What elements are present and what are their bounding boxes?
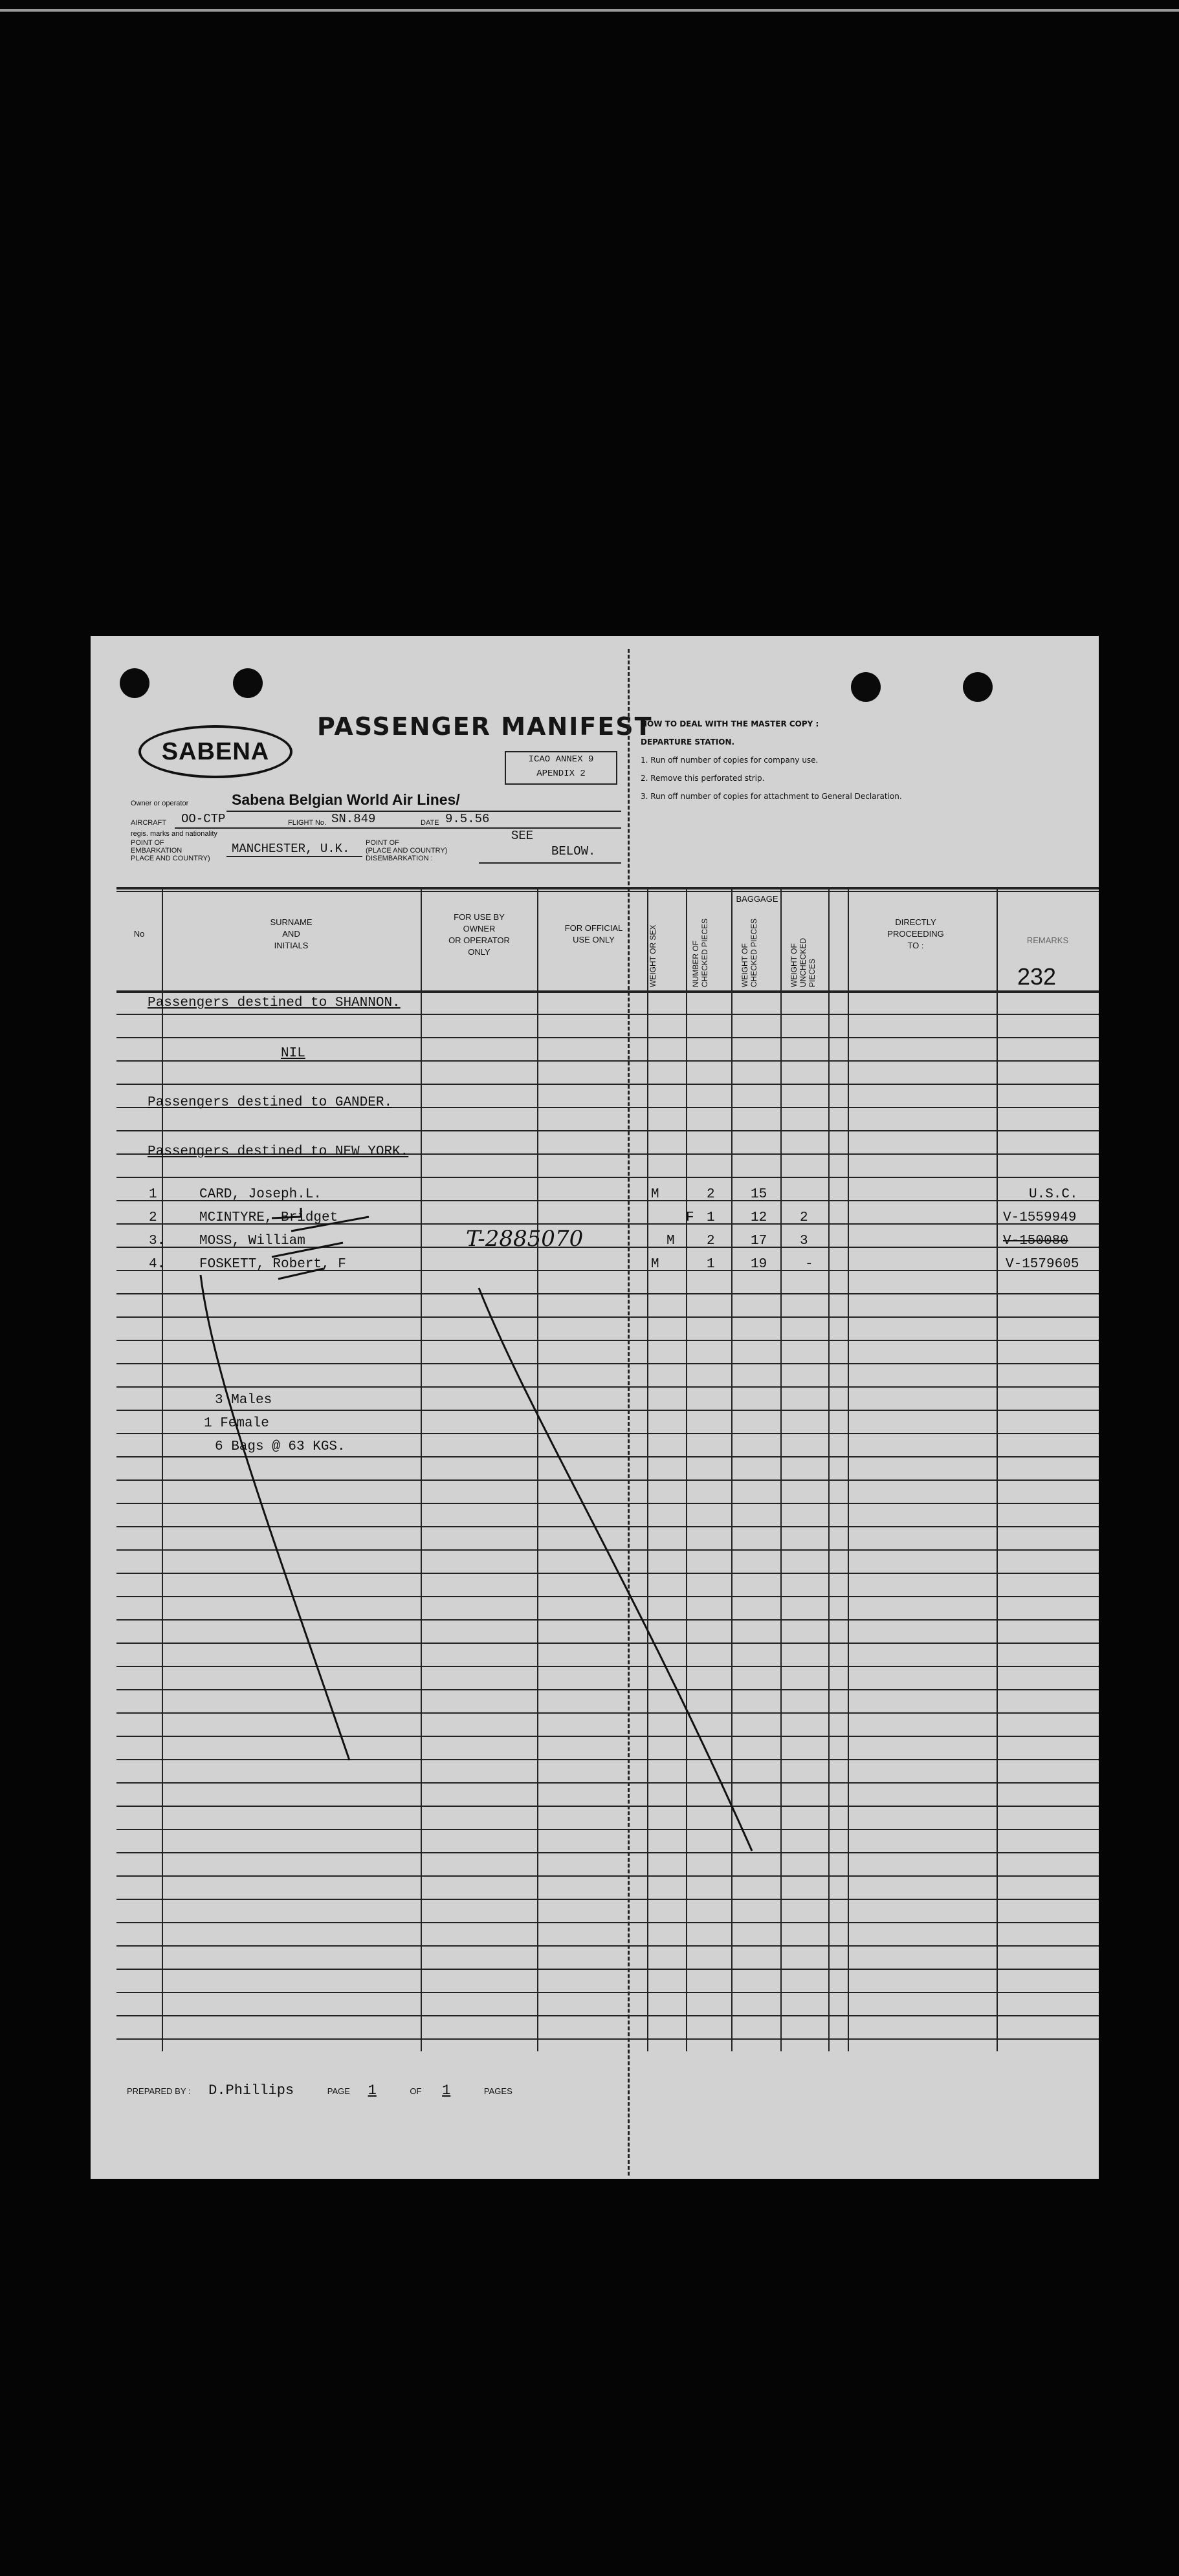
passenger-2-weight: 12: [751, 1210, 767, 1225]
passenger-1-pieces: 2: [707, 1187, 715, 1202]
passenger-4-weight: 19: [751, 1257, 767, 1272]
disembark-label-1: POINT OF: [366, 839, 399, 847]
punch-hole: [963, 672, 993, 702]
page-title: PASSENGER MANIFEST: [317, 712, 653, 741]
aircraft-label: AIRCRAFT: [131, 819, 166, 827]
col-weight-sex: WEIGHT OR SEX: [648, 924, 657, 987]
manifest-sheet: [91, 636, 1099, 2179]
section-shannon: Passengers destined to SHANNON.: [148, 996, 401, 1010]
handwritten-note: T-2885070: [466, 1226, 584, 1252]
pages-label: PAGES: [483, 2086, 512, 2096]
col-surname-line2: AND: [282, 929, 300, 939]
passenger-1-name: CARD, Joseph.L.: [199, 1187, 322, 1202]
passenger-2-sex: F: [686, 1210, 694, 1225]
passenger-4-name: FOSKETT, Robert, F: [199, 1257, 346, 1272]
passenger-1-sex: M: [651, 1187, 659, 1202]
page-label: PAGE: [327, 2086, 350, 2096]
passenger-3-no: 3.: [149, 1234, 166, 1249]
section-gander: Passengers destined to GANDER.: [148, 1095, 393, 1110]
col-no: No: [133, 929, 145, 939]
instructions-line1: HOW TO DEAL WITH THE MASTER COPY :: [641, 719, 819, 728]
disembark-label-3: DISEMBARKATION :: [366, 855, 433, 862]
passenger-2-no: 2: [149, 1210, 157, 1225]
col-owner-line1: FOR USE BY: [454, 912, 505, 922]
pen-stroke: [278, 1269, 324, 1279]
passenger-1-no: 1: [149, 1187, 157, 1202]
instructions: [641, 715, 1081, 805]
date-label: DATE: [421, 819, 439, 827]
disembark-value-1: SEE: [511, 829, 534, 843]
col-remarks: REMARKS: [1026, 935, 1069, 945]
embark-underline: [226, 856, 362, 857]
section-newyork: Passengers destined to NEW YORK.: [148, 1144, 409, 1159]
col-owner-line4: ONLY: [468, 947, 490, 957]
total-females: 1 Female: [204, 1416, 269, 1431]
flight-value: SN.849: [331, 812, 376, 826]
pen-marks: [116, 887, 1099, 2064]
page-value: 1: [368, 2082, 377, 2099]
passenger-2-remarks: V-1559949: [1003, 1210, 1077, 1225]
total-males: 3 Males: [215, 1393, 272, 1408]
punch-hole: [120, 668, 149, 698]
instructions-line4: 2. Remove this perforated strip.: [641, 774, 765, 783]
icao-box: [505, 751, 617, 785]
col-surname-line1: SURNAME: [270, 917, 313, 927]
icao-line1: ICAO ANNEX 9: [528, 754, 594, 765]
passenger-1-remarks: U.S.C.: [1029, 1187, 1078, 1202]
col-surname-line3: INITIALS: [274, 941, 309, 950]
passenger-4-pieces: 1: [707, 1257, 715, 1272]
aircraft-underline: [175, 827, 621, 829]
sabena-logo: SABENA: [138, 725, 292, 778]
date-value: 9.5.56: [445, 812, 490, 826]
owner-label: Owner or operator: [131, 800, 189, 807]
pen-stroke: [479, 1288, 752, 1851]
col-baggage: BAGGAGE: [736, 894, 778, 904]
manifest-table: [116, 887, 1099, 2064]
col-proceeding-line1: DIRECTLY: [895, 917, 936, 927]
passenger-3-weight: 17: [751, 1234, 767, 1249]
regis-label: regis. marks and nationality: [131, 830, 217, 838]
punch-hole: [233, 668, 263, 698]
pen-stroke: [201, 1275, 349, 1760]
disembark-value-2: BELOW.: [551, 844, 596, 858]
col-proceeding-line3: TO :: [907, 941, 924, 950]
page-number-stamp: 232: [1017, 963, 1057, 990]
passenger-4-remarks: V-1579605: [1006, 1257, 1079, 1272]
aircraft-value: OO-CTP: [181, 812, 226, 826]
pen-stroke: [272, 1243, 343, 1257]
passenger-2-pieces: 1: [707, 1210, 715, 1225]
embark-value: MANCHESTER, U.K.: [232, 842, 350, 856]
owner-value: Sabena Belgian World Air Lines/: [232, 791, 460, 808]
passenger-2-unchecked: 2: [800, 1210, 808, 1225]
col-official-line1: FOR OFFICIAL: [564, 923, 623, 933]
of-label: OF: [410, 2086, 422, 2096]
passenger-3-name: MOSS, William: [199, 1234, 305, 1249]
col-unchecked-weight: WEIGHT OF UNCHECKED PIECES: [789, 937, 817, 987]
passenger-4-no: 4.: [149, 1257, 166, 1272]
col-checked-weight: WEIGHT OF CHECKED PIECES: [740, 918, 758, 987]
total-bags: 6 Bags @ 63 KGS.: [215, 1439, 346, 1454]
prepared-value: D.Phillips: [208, 2082, 294, 2099]
passenger-1-weight: 15: [751, 1187, 767, 1202]
instructions-line3: 1. Run off number of copies for company use.: [641, 756, 819, 765]
top-border-line: [0, 9, 1179, 12]
col-proceeding-line2: PROCEEDING: [887, 929, 944, 939]
instructions-line2: DEPARTURE STATION.: [641, 737, 735, 747]
embark-label-3: PLACE AND COUNTRY): [131, 855, 210, 862]
flight-label: FLIGHT No.: [288, 819, 327, 827]
passenger-3-remarks: V-150080: [1003, 1234, 1068, 1249]
passenger-2-name: MCINTYRE, Bridget: [199, 1210, 338, 1225]
col-official-line2: USE ONLY: [573, 935, 615, 944]
icao-line2: APENDIX 2: [536, 769, 586, 779]
passenger-3-unchecked: 3: [800, 1234, 808, 1249]
disembark-underline: [479, 862, 621, 864]
of-value: 1: [442, 2082, 451, 2099]
embark-label-1: POINT OF: [131, 839, 164, 847]
instructions-line5: 3. Run off number of copies for attachment to General Declaration.: [641, 792, 902, 801]
pen-stroke: [272, 1208, 301, 1218]
col-checked-pieces: NUMBER OF CHECKED PIECES: [691, 918, 709, 987]
passenger-4-unchecked: -: [805, 1257, 813, 1272]
col-owner-line2: OWNER: [463, 924, 496, 933]
owner-underline: [226, 811, 621, 812]
col-owner-line3: OR OPERATOR: [448, 935, 510, 945]
disembark-label-2: (PLACE AND COUNTRY): [366, 847, 448, 855]
passenger-4-sex: M: [651, 1257, 659, 1272]
section-nil: NIL: [281, 1046, 305, 1061]
prepared-label: PREPARED BY :: [127, 2086, 191, 2096]
passenger-3-sex: M: [667, 1234, 675, 1249]
punch-hole: [851, 672, 881, 702]
pen-stroke: [291, 1217, 369, 1231]
passenger-3-pieces: 2: [707, 1234, 715, 1249]
footer: [127, 2082, 512, 2099]
embark-label-2: EMBARKATION: [131, 847, 182, 855]
